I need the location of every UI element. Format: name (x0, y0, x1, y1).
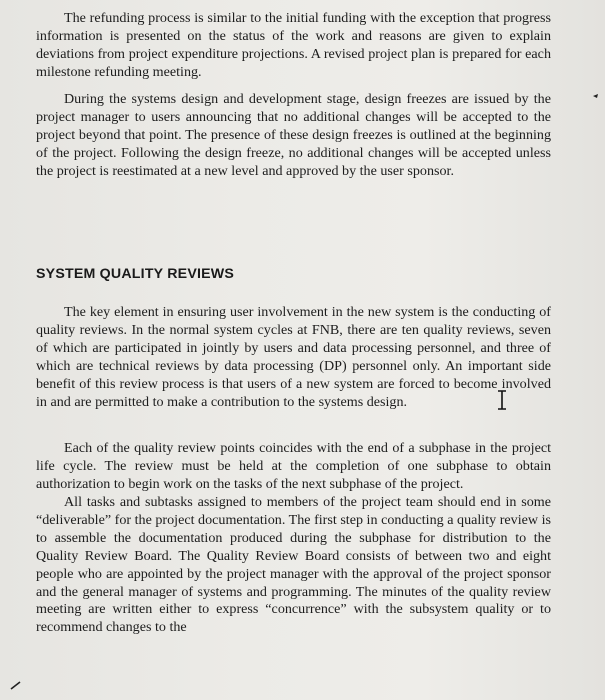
paragraph-design-freezes: During the systems design and development stage, design freezes are issued by the project manager to users announcing that no additional changes will be accepted to the project beyond that point. The presence of these design freezes is outlined at the beginning of the project. Following the design freeze, no additional changes will be accepted unless the project is reestimated at a new level and approved by the user sponsor. (36, 91, 551, 179)
paragraph-refunding: The refunding process is similar to the initial funding with the exception that progress information is presented on the status of the work and reasons are given to explain deviations from project expenditure projections. A revised project plan is prepared for each milestone refunding meeting. (36, 10, 551, 80)
paragraph-tasks-deliverables: All tasks and subtasks assigned to members of the project team should end in some “deliverable” for the project documentation. The first step in conducting a quality review is to assemble the documentation produced during the subphase for distribution to the Quality Review Board. The Quality Review Board consists of between two and eight people who are appointed by the project manager with the approval of the project sponsor and the general manager of systems and programming. The minutes of the quality review meeting are written either to express “concurrence” with the subsystem quality or to recommend changes to the (36, 494, 551, 636)
paragraph-key-element: The key element in ensuring user involvement in the new system is the conducting of quality reviews. In the normal system cycles at FNB, there are ten quality reviews, seven of which are participated in jointly by users and data processing personnel, and three of which are technical reviews by data processing (DP) personnel only. An important side benefit of this review process is that users of a new system are forced to become involved in and are permitted to make a contribution to the systems design. (36, 304, 551, 410)
section-heading: SYSTEM QUALITY REVIEWS (36, 266, 235, 282)
margin-tick-icon (10, 680, 22, 690)
text-cursor-icon (497, 390, 507, 410)
margin-dot-icon (593, 93, 599, 99)
paragraph-review-points: Each of the quality review points coincides with the end of a subphase in the project life cycle. The review must be held at the completion of one subphase to obtain authorization to begin work on the tasks of the next subphase of the project. (36, 440, 551, 492)
